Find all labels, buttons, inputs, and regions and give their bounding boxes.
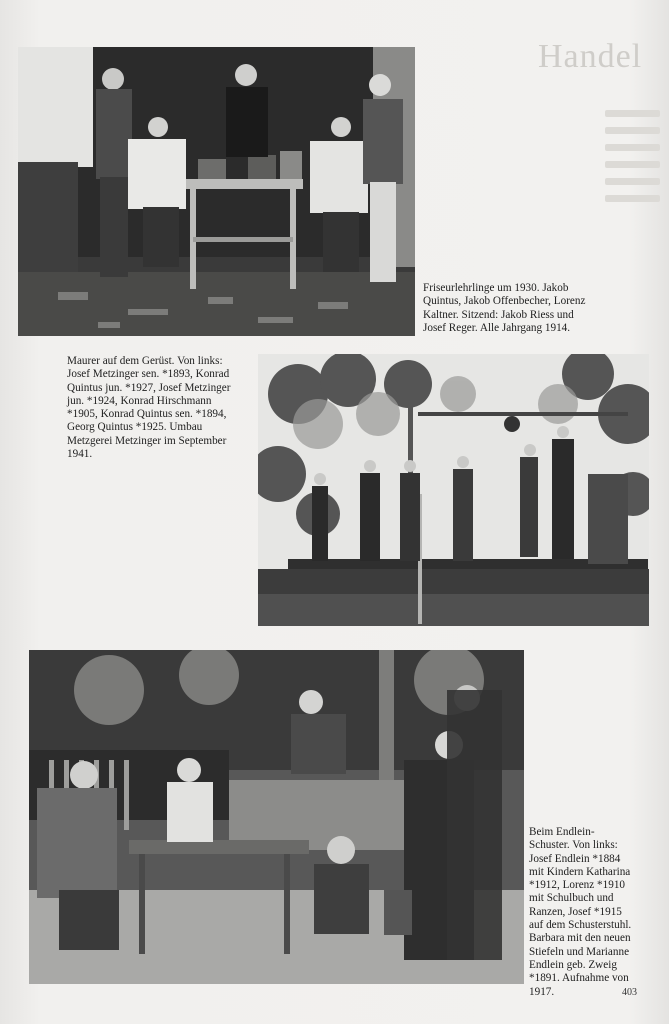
caption-line: auf dem Schusterstuhl.: [529, 919, 632, 932]
caption-line: jun. *1924, Konrad Hirschmann: [67, 394, 212, 407]
caption-line: Metzgerei Metzinger im September: [67, 434, 227, 447]
caption-line: mit Kindern Katharina: [529, 865, 631, 878]
caption-line: *1905, Konrad Quintus sen. *1894,: [67, 408, 227, 421]
caption-line: Endlein geb. Zweig: [529, 958, 617, 971]
caption-line: Maurer auf dem Gerüst. Von links:: [67, 355, 223, 367]
bleed-through-text: [605, 110, 660, 212]
caption-line: mit Schulbuch und: [529, 892, 614, 905]
caption-line: 1941.: [67, 448, 93, 461]
caption-apprentice-barbers: [423, 282, 633, 335]
caption-line: Stiefeln und Marianne: [529, 945, 630, 958]
caption-line: *1912, Lorenz *1910: [529, 879, 626, 892]
photo-shoemaker-family: [29, 650, 524, 984]
caption-line: Josef Metzinger sen. *1893, Konrad: [67, 368, 230, 381]
caption-line: Beim Endlein-: [529, 826, 595, 838]
photo-masons-scaffold: [258, 354, 649, 626]
caption-line: Barbara mit den neuen: [529, 932, 631, 945]
caption-shoemaker-family: [529, 826, 659, 999]
caption-line: Friseurlehrlinge um 1930. Jakob: [423, 282, 569, 294]
caption-line: Josef Reger. Alle Jahrgang 1914.: [423, 321, 571, 334]
caption-line: Schuster. Von links:: [529, 839, 618, 852]
bleed-through-heading: Handel: [538, 38, 643, 75]
caption-line: Georg Quintus *1925. Umbau: [67, 421, 203, 434]
caption-line: *1891. Aufnahme von: [529, 972, 629, 985]
caption-line: Quintus jun. *1927, Josef Metzinger: [67, 381, 231, 394]
caption-line: Ranzen, Josef *1915: [529, 905, 622, 918]
caption-line: 1917.: [529, 985, 555, 998]
caption-line: Kaltner. Sitzend: Jakob Riess und: [423, 308, 574, 321]
caption-masons-scaffold: [67, 355, 257, 461]
caption-line: Josef Endlein *1884: [529, 852, 621, 865]
caption-line: Quintus, Jakob Offenbecher, Lorenz: [423, 295, 586, 308]
photo-apprentice-barbers: [18, 47, 415, 336]
page-number: 403: [622, 987, 637, 998]
